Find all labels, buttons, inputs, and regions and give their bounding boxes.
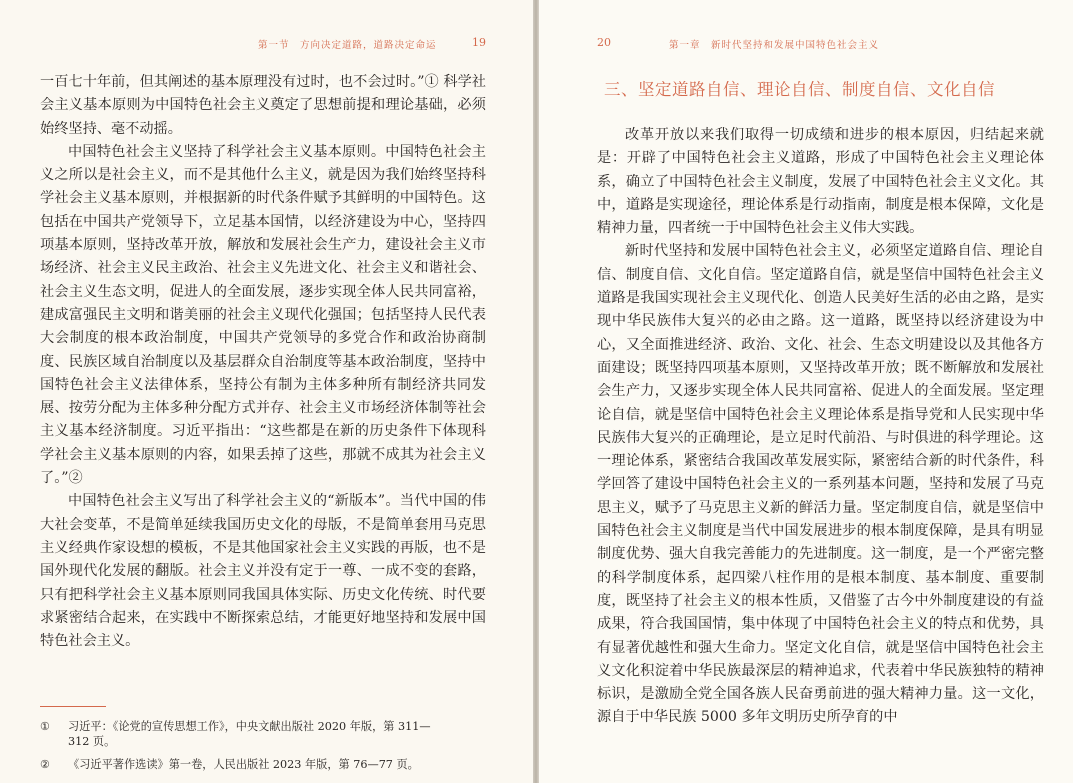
footnote-mark: ① <box>40 720 51 733</box>
paragraph: 中国特色社会主义写出了科学社会主义的“新版本”。当代中国的伟大社会变革，不是简单延续我国历史文化的母版，不是简单套用马克思主义经典作家设想的模板，不是其他国家社会主义实践的再版，也不是国外现代化发展的翻版。社会主义并没有定于一尊、一成不变的套路，只有把科学社会主义基本原则同我国具体实际、历史文化传统、时代要求紧密结合起来，在实践中不断探索总结，才能更好地坚持和发展中国特色社会主义。 <box>40 493 486 650</box>
section-title: 三、坚定道路自信、理论自信、制度自信、文化自信 <box>604 80 995 99</box>
paragraph: 新时代坚持和发展中国特色社会主义，必须坚定道路自信、理论自信、制度自信、文化自信。坚定道路自信，就是坚信中国特色社会主义道路是我国实现社会主义现代化、创造人民美好生活的必由之路，是实现中华民族伟大复兴的必由之路。这一道路，既坚持以经济建设为中心，又全面推进经济、政治、文化、社会、生态文明建设以及其他各方面建设；既坚持四项基本原则，又坚持改革开放；既不断解放和发展社会生产力，又逐步实现全体人民共同富裕、促进人的全面发展。坚定理论自信，就是坚信中国特色社会主义理论体系是指导党和人民实现中华民族伟大复兴的正确理论，是立足时代前沿、与时俱进的科学理论。这一理论体系，紧密结合我国改革发展实际，紧密结合新的时代条件，科学回答了建设中国特色社会主义的一系列基本问题，坚持和发展了马克思主义，赋予了马克思主义新的鲜活力量。坚定制度自信，就是坚信中国特色社会主义制度是当代中国发展进步的根本制度保障，是具有明显制度优势、强大自我完善能力的先进制度。这一制度，是一个严密完整的科学制度体系，起四梁八柱作用的是根本制度、基本制度、重要制度，既坚持了社会主义的根本性质，又借鉴了古今中外制度建设的有益成果，符合我国国情，集中体现了中国特色社会主义的特点和优势，具有显著优越性和强大生命力。坚定文化自信，就是坚信中国特色社会主义文化积淀着中华民族最深层的精神追求，代表着中华民族独特的精神标识，是激励全党全国各族人民奋勇前进的强大精神力量。这一文化，源自于中华民族 5000 多年文明历史所孕育的中 <box>597 243 1044 726</box>
running-head-left: 第一节 方向决定道路，道路决定命运 <box>258 40 437 51</box>
left-page <box>0 0 533 783</box>
running-head-right: 第一章 新时代坚持和发展中国特色社会主义 <box>669 40 880 51</box>
paragraph: 中国特色社会主义坚持了科学社会主义基本原则。中国特色社会主义之所以是社会主义，而不是其他什么主义，就是因为我们始终坚持科学社会主义基本原则，并根据新的时代条件赋予其鲜明的中国特色。这包括在中国共产党领导下，立足基本国情，以经济建设为中心，坚持四项基本原则，坚持改革开放，解放和发展社会生产力，建设社会主义市场经济、社会主义民主政治、社会主义先进文化、社会主义和谐社会、社会主义生态文明，促进人的全面发展，逐步实现全体人民共同富裕，建成富强民主文明和谐美丽的社会主义现代化强国；包括坚持人民代表大会制度的根本政治制度，中国共产党领导的多党合作和政治协商制度、民族区域自治制度以及基层群众自治制度等基本政治制度，坚持中国特色社会主义法律体系，坚持公有制为主体多种所有制经济共同发展、按劳分配为主体多种分配方式并存、社会主义市场经济体制等社会主义基本经济制度。习近平指出：“这些都是在新的历史条件下体现科学社会主义基本原则的内容，如果丢掉了这些，那就不成其为社会主义了。”② <box>40 143 486 487</box>
page-number-right: 20 <box>597 36 611 49</box>
footnote-text: 《习近平著作选读》第一卷，人民出版社 2023 年版，第 76—77 页。 <box>68 758 419 771</box>
right-body-text <box>597 124 1044 730</box>
footnote-text-cont: 312 页。 <box>68 735 116 748</box>
paragraph: 一百七十年前，但其阐述的基本原理没有过时，也不会过时。”① 科学社会主义基本原则为中国特色社会主义奠定了思想前提和理论基础，必须始终坚持、毫不动摇。 <box>40 74 486 137</box>
footnote-divider <box>40 706 106 707</box>
paragraph: 改革开放以来我们取得一切成绩和进步的根本原因，归结起来就是：开辟了中国特色社会主义道路，形成了中国特色社会主义理论体系，确立了中国特色社会主义制度，发展了中国特色社会主义文化。其中，道路是实现途径，理论体系是行动指南，制度是根本保障，文化是精神力量，四者统一于中国特色社会主义伟大实践。 <box>597 127 1044 237</box>
footnote-text: 习近平：《论党的宣传思想工作》，中央文献出版社 2020 年版，第 311— <box>68 720 431 733</box>
footnote-1 <box>40 719 500 749</box>
page-number-left: 19 <box>472 36 486 49</box>
footnote-2 <box>40 757 500 772</box>
footnote-mark: ② <box>40 758 51 771</box>
left-body-text <box>40 71 486 653</box>
